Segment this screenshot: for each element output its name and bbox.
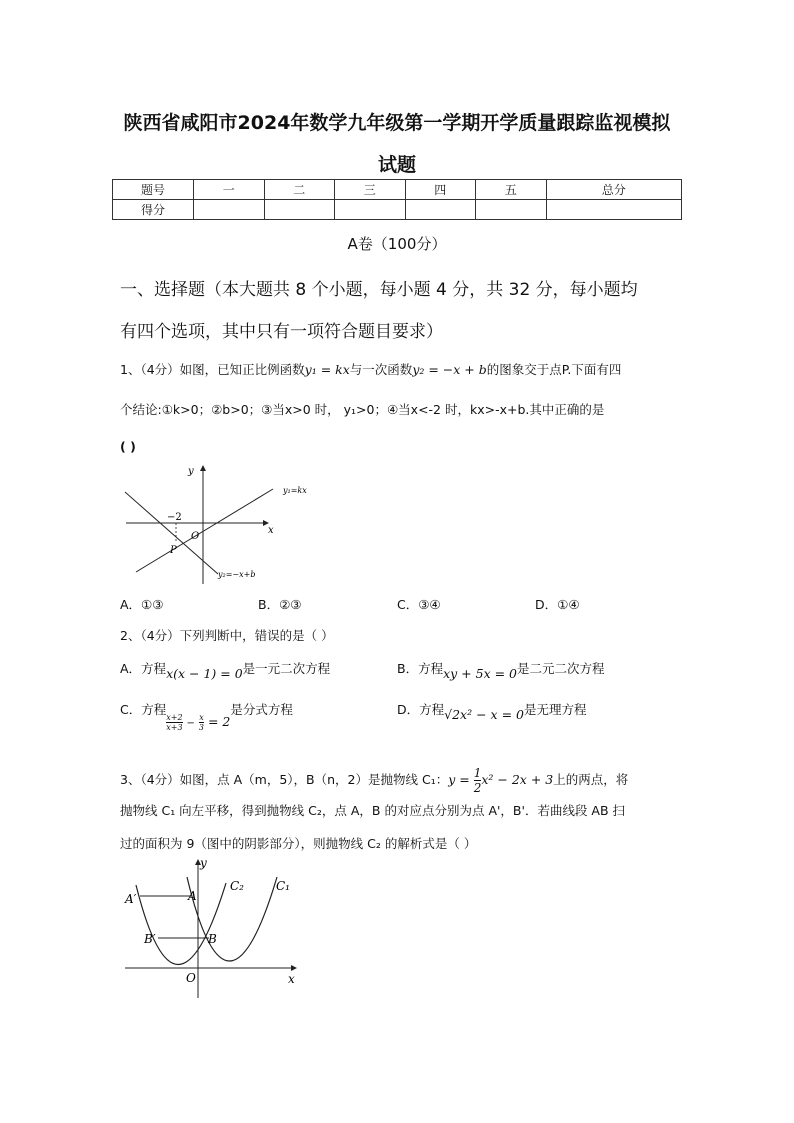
q1-option-d[interactable]: D．①④ <box>535 597 580 612</box>
point-b-label: B <box>208 932 217 946</box>
option-label: C．方程 <box>120 702 167 717</box>
point-b-prime-label: B′ <box>144 932 156 946</box>
q1-text: 1、（4分）如图，已知正比例函数 <box>120 362 305 377</box>
y-axis-label: y <box>200 856 207 870</box>
minus-sign: − <box>186 718 195 729</box>
score-cell <box>194 200 265 220</box>
q1-option-b[interactable]: B．②③ <box>258 597 302 612</box>
page-title-continued: 试题 <box>377 154 416 176</box>
x-axis-label: x <box>268 525 274 536</box>
q3-formula-rest: x² − 2x + 3 <box>481 772 554 787</box>
score-table-score-row <box>113 200 682 220</box>
line-y2 <box>125 492 218 574</box>
q3-graph <box>120 855 310 1000</box>
q1-option-a[interactable]: A．①③ <box>120 597 164 612</box>
score-table-header-cell: 三 <box>335 180 406 200</box>
x-axis-label: x <box>288 972 295 986</box>
c2-label: C₂ <box>230 879 244 893</box>
section1-heading: 一、选择题（本大题共 8 个小题，每小题 4 分，共 32 分，每小题均 <box>120 280 638 300</box>
q2-a-expression: x(x − 1) = 0 <box>166 666 243 681</box>
q2-d-expression: √2x² − x = 0 <box>444 707 524 722</box>
score-cell <box>546 200 682 220</box>
q3-formula-y: y = <box>448 772 470 787</box>
score-table-header-row <box>113 180 682 200</box>
part-a-heading: A卷（100分） <box>347 235 447 253</box>
q1-formula-1: y₁ = kx <box>304 362 350 377</box>
tick-label: −2 <box>167 512 182 523</box>
line-y1 <box>136 489 273 572</box>
option-text: 是二元二次方程 <box>517 661 605 676</box>
q1-stem-line2: 个结论:①k>0；②b>0；③当x>0 时， y₁>0；④当x<-2 时，kx>-x+b.其中正确的是 <box>120 402 605 417</box>
q1-stem-line1 <box>120 360 621 378</box>
score-cell <box>405 200 476 220</box>
q1-text: 与一次函数 <box>349 362 413 377</box>
q2-stem: 2、（4分）下列判断中，错误的是（ ） <box>120 628 334 643</box>
q1-option-c[interactable]: C．③④ <box>397 597 441 612</box>
score-cell <box>335 200 406 220</box>
line-y1-label: y₁=kx <box>283 486 307 495</box>
q3-text: 3、（4分）如图，点 A（m，5），B（n，2）是抛物线 C₁： <box>120 772 449 787</box>
fraction-denominator: 3 <box>198 723 204 732</box>
q2-option-b[interactable] <box>397 659 605 681</box>
option-text: 是分式方程 <box>230 702 293 717</box>
score-table-header-cell: 四 <box>405 180 476 200</box>
q1-graph <box>118 462 318 587</box>
parabola-c2 <box>136 883 226 965</box>
q3-stem-line2: 抛物线 C₁ 向左平移，得到抛物线 C₂，点 A，B 的对应点分别为点 A'，B'．若曲线段 AB 扫 <box>120 803 626 818</box>
option-label: A．方程 <box>120 661 167 676</box>
score-table-header-cell: 一 <box>194 180 265 200</box>
score-table-header-cell: 总分 <box>546 180 682 200</box>
q1-answer-blank: ( ) <box>120 439 136 454</box>
score-table-header-cell: 二 <box>264 180 335 200</box>
q3-stem-line1 <box>120 766 628 795</box>
option-label: D．方程 <box>397 702 445 717</box>
point-a-prime-label: A′ <box>125 892 137 906</box>
page-title: 陕西省咸阳市2024年数学九年级第一学期开学质量跟踪监视模拟 <box>123 112 671 134</box>
q3-stem-line3: 过的面积为 9（图中的阴影部分），则抛物线 C₂ 的解析式是（ ） <box>120 836 477 851</box>
q2-option-c[interactable] <box>120 700 293 732</box>
fraction-denominator: 2 <box>473 781 482 795</box>
score-cell <box>264 200 335 220</box>
y-axis-label: y <box>188 466 194 477</box>
q1-text: 的图象交于点P.下面有四 <box>486 362 622 377</box>
q2-b-expression: xy + 5x = 0 <box>443 666 517 681</box>
fraction-numerator: 1 <box>473 766 482 780</box>
score-table-row-label: 得分 <box>113 200 194 220</box>
c1-label: C₁ <box>276 879 290 893</box>
score-table <box>112 179 682 220</box>
score-cell <box>476 200 547 220</box>
q2-c-expression <box>166 713 231 732</box>
q1-formula-2: y₂ = −x + b <box>412 362 487 377</box>
origin-label: O <box>186 971 196 985</box>
q2-option-d[interactable] <box>397 700 587 722</box>
origin-label: O <box>191 531 200 542</box>
score-table-header-cell: 五 <box>476 180 547 200</box>
option-text: 是无理方程 <box>523 702 587 717</box>
q2-option-a[interactable] <box>120 659 331 681</box>
q3-text: 上的两点，将 <box>553 772 629 787</box>
fraction-numerator: x <box>199 713 204 722</box>
section1-heading-continued: 有四个选项，其中只有一项符合题目要求） <box>120 322 443 342</box>
option-label: B．方程 <box>397 661 444 676</box>
line-y2-label: y₂=−x+b <box>218 570 256 579</box>
score-table-header-cell: 题号 <box>113 180 194 200</box>
equals-two: = 2 <box>207 714 231 729</box>
point-a-label: A <box>188 889 197 903</box>
point-p-label: P <box>170 545 177 556</box>
option-text: 是一元二次方程 <box>242 661 331 676</box>
fraction-numerator: x+2 <box>166 713 183 722</box>
fraction-denominator: x+3 <box>166 723 183 732</box>
